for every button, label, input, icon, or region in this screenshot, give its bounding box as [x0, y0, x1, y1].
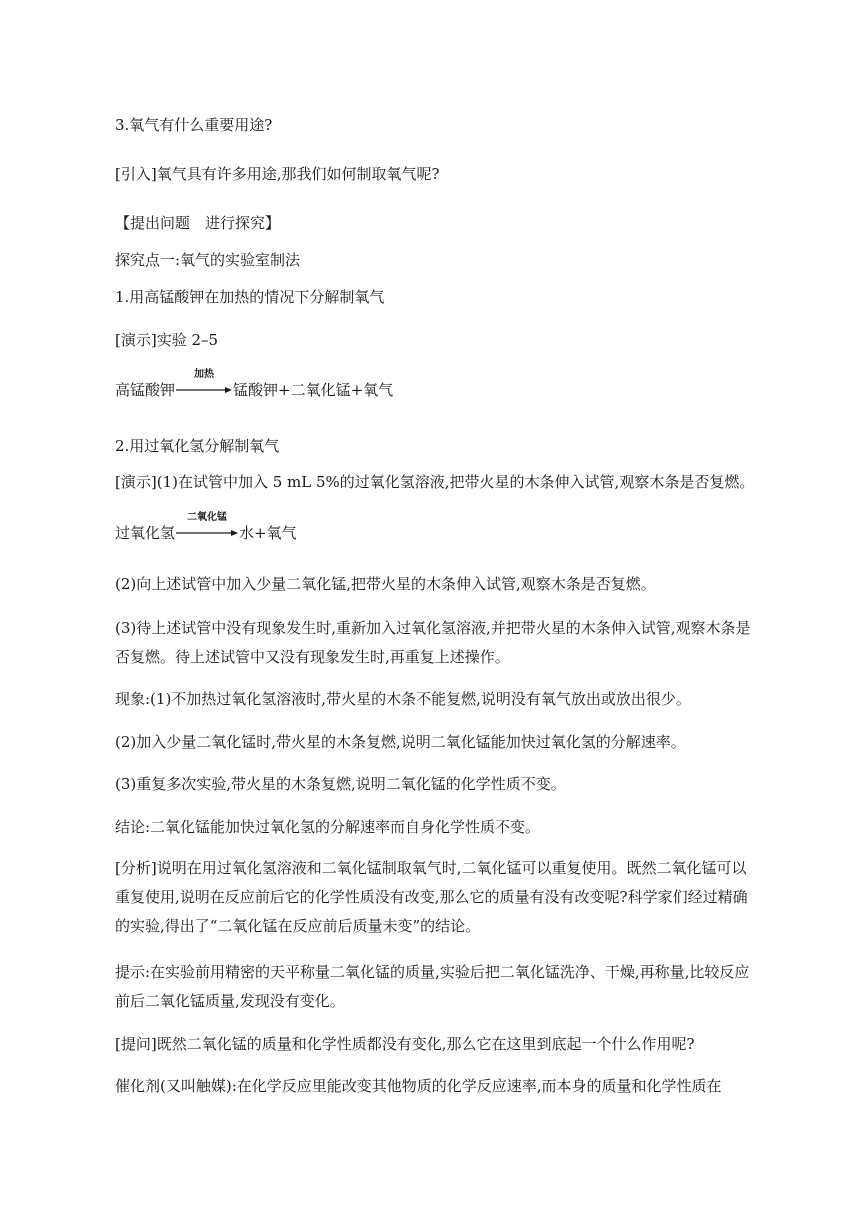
- analysis-paragraph: [分析]说明在用过氧化氢溶液和二氧化锰制取氧气时,二氧化锰可以重复使用。既然二氧化锰可以重复使用,说明在反应前后它的化学性质没有改变,那么它的质量有没有改变呢?科学家们经过精确的实验,得出了“二氧化锰在反应前后质量未变”的结论。: [115, 859, 748, 935]
- section-heading: 【提出问题 进行探究】: [115, 214, 281, 232]
- question-3: 3.氧气有什么重要用途?: [115, 116, 273, 134]
- intro-paragraph: [引入]氧气具有许多用途,那我们如何制取氧气呢?: [115, 165, 440, 183]
- reaction-arrow-icon: [175, 386, 233, 394]
- reaction-equation-2: [115, 512, 297, 545]
- demo-2-step-1: [演示](1)在试管中加入 5 mL 5%的过氧化氢溶液,把带火星的木条伸入试管,观察木条是否复燃。: [115, 473, 755, 491]
- reaction-arrow-icon: [175, 529, 239, 537]
- hint-paragraph: 提示:在实验前用精密的天平称量二氧化锰的质量,实验后把二氧化锰洗净、干燥,再称量,比较反应前后二氧化锰质量,发现没有变化。: [115, 963, 750, 1010]
- equation-1-products: 锰酸钾+二氧化锰+氧气: [233, 381, 394, 399]
- method-2-heading: 2.用过氧化氢分解制氧气: [115, 437, 280, 455]
- demo-2-step-3: (3)待上述试管中没有现象发生时,重新加入过氧化氢溶液,并把带火星的木条伸入试管,观察木条是否复燃。待上述试管中又没有现象发生时,再重复上述操作。: [115, 619, 751, 666]
- equation-2-arrow: [175, 512, 239, 545]
- equation-1-condition: 加热: [194, 369, 215, 380]
- observation-3: (3)重复多次实验,带火星的木条复燃,说明二氧化锰的化学性质不变。: [115, 775, 566, 793]
- equation-2-condition: 二氧化锰: [187, 512, 228, 523]
- method-1-heading: 1.用高锰酸钾在加热的情况下分解制氧气: [115, 288, 385, 306]
- observation-1: 现象:(1)不加热过氧化氢溶液时,带火星的木条不能复燃,说明没有氧气放出或放出很少。: [115, 690, 691, 708]
- reaction-equation-1: [115, 369, 394, 402]
- equation-2-reactant: 过氧化氢: [115, 524, 176, 542]
- conclusion: 结论:二氧化锰能加快过氧化氢的分解速率而自身化学性质不变。: [115, 818, 541, 836]
- catalyst-definition: 催化剂(又叫触媒):在化学反应里能改变其他物质的化学反应速率,而本身的质量和化学性质在: [115, 1077, 722, 1095]
- equation-1-arrow: [175, 369, 233, 402]
- demo-2-step-2: (2)向上述试管中加入少量二氧化锰,把带火星的木条伸入试管,观察木条是否复燃。: [115, 575, 656, 593]
- equation-1-reactant: 高锰酸钾: [115, 381, 176, 399]
- observation-2: (2)加入少量二氧化锰时,带火星的木条复燃,说明二氧化锰能加快过氧化氢的分解速率。: [115, 733, 686, 751]
- equation-2-products: 水+氧气: [239, 524, 297, 542]
- demo-1: [演示]实验 2–5: [115, 331, 219, 349]
- inquiry-point-1: 探究点一:氧气的实验室制法: [115, 251, 301, 269]
- question-paragraph: [提问]既然二氧化锰的质量和化学性质都没有变化,那么它在这里到底起一个什么作用呢?: [115, 1035, 695, 1053]
